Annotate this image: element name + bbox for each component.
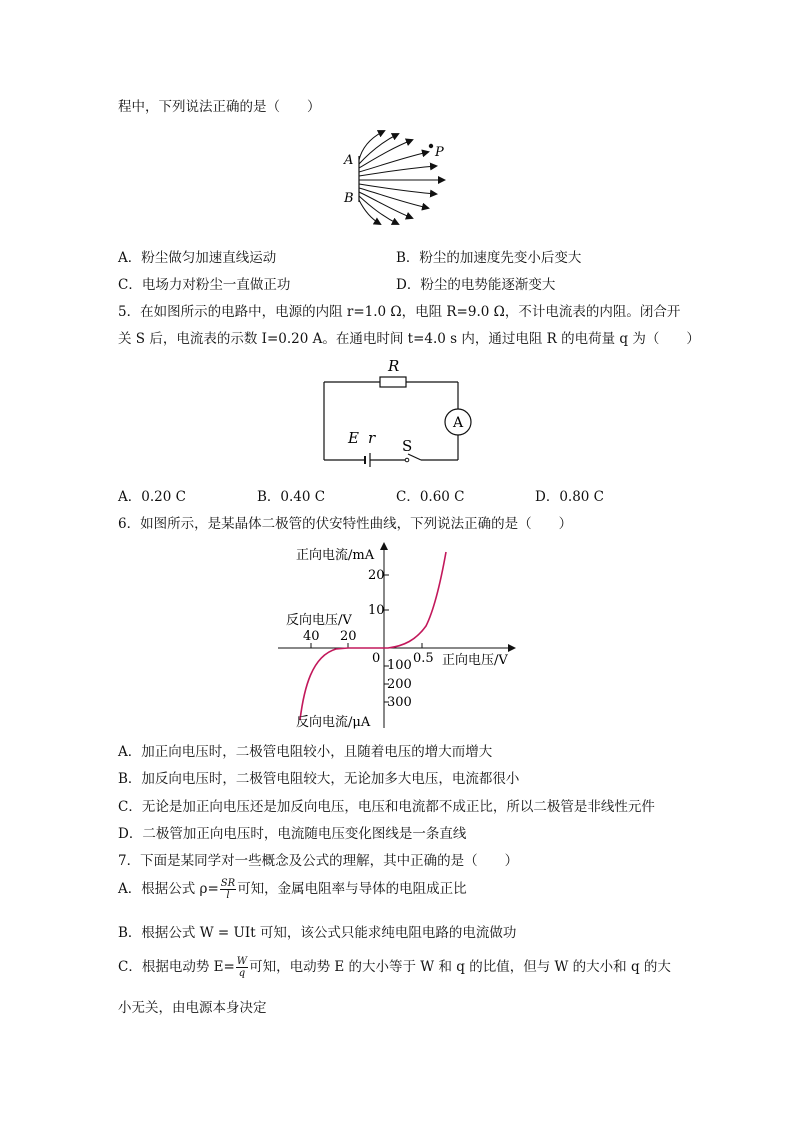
q5-stem-line1: 5．在如图所示的电路中，电源的内阻 r=1.0 Ω，电阻 R=9.0 Ω，不计电流表的内阻。闭合开 bbox=[118, 304, 681, 320]
q5-stem-line2: 关 S 后，电流表的示数 I=0.20 A。在通电时间 t=4.0 s 内，通过电阻 R 的电荷量 q 为（ ） bbox=[118, 331, 700, 347]
q7-option-c-suffix: 可知，电动势 E 的大小等于 W 和 q 的比值，但与 W 的大小和 q 的大 bbox=[249, 959, 671, 975]
q7-option-a-fraction bbox=[220, 878, 236, 901]
q7-stem: 7．下面是某同学对一些概念及公式的理解，其中正确的是（ ） bbox=[118, 853, 519, 869]
label-internal-r: r bbox=[368, 429, 376, 447]
tick-label-minus-100: 100 bbox=[387, 658, 412, 673]
q6-option-d: D．二极管加正向电压时，电流随电压变化图线是一条直线 bbox=[118, 826, 467, 842]
label-resistor-r: R bbox=[388, 357, 400, 375]
q4-option-a: A．粉尘做匀加速直线运动 bbox=[118, 250, 277, 266]
q5-option-c: C．0.60 C bbox=[396, 489, 465, 505]
origin-label: 0 bbox=[372, 651, 381, 666]
label-ammeter: A bbox=[453, 415, 464, 431]
tick-label-minus-300: 300 bbox=[387, 695, 412, 710]
q6-stem: 6．如图所示，是某晶体二极管的伏安特性曲线，下列说法正确的是（ ） bbox=[118, 516, 573, 532]
label-switch: S bbox=[402, 437, 413, 455]
q7-option-c bbox=[118, 955, 671, 979]
q7-option-c-denominator: q bbox=[238, 968, 246, 979]
q7-option-b: B．根据公式 W = UIt 可知，该公式只能求纯电阻电路的电流做功 bbox=[118, 925, 517, 941]
q7-option-c-prefix: C．根据电动势 E= bbox=[118, 959, 235, 975]
q5-circuit-diagram bbox=[318, 356, 478, 468]
q4-stem-tail: 程中，下列说法正确的是（ ） bbox=[118, 99, 321, 115]
q6-option-b: B．加反向电压时，二极管电阻较大，无论加多大电压，电流都很小 bbox=[118, 771, 520, 787]
axis-label-forward-current: 正向电流/mA bbox=[296, 548, 375, 563]
tick-label-40: 40 bbox=[303, 629, 320, 644]
q4-option-c: C．电场力对粉尘一直做正功 bbox=[118, 277, 291, 293]
label-emf: E bbox=[348, 429, 359, 447]
q5-option-d: D．0.80 C bbox=[535, 489, 605, 505]
label-b: B bbox=[344, 191, 354, 206]
q7-option-a-denominator: l bbox=[226, 890, 230, 901]
q5-option-b: B．0.40 C bbox=[257, 489, 326, 505]
tick-label-20: 20 bbox=[368, 568, 385, 583]
q7-option-a-prefix: A．根据公式 ρ= bbox=[118, 881, 219, 897]
q6-diode-iv-graph bbox=[276, 538, 526, 734]
q6-option-c: C．无论是加正向电压还是加反向电压，电压和电流都不成正比，所以二极管是非线性元件 bbox=[118, 799, 655, 815]
tick-label-0.5: 0.5 bbox=[413, 651, 434, 666]
q4-electric-field-figure bbox=[340, 126, 455, 228]
axis-label-reverse-voltage: 反向电压/V bbox=[286, 613, 352, 628]
tick-label-10: 10 bbox=[368, 603, 385, 618]
label-p: P bbox=[435, 145, 444, 160]
q7-option-c-fraction bbox=[236, 956, 248, 979]
q4-option-d: D．粉尘的电势能逐渐变大 bbox=[396, 277, 556, 293]
tick-label-20-reverse: 20 bbox=[340, 629, 357, 644]
label-a: A bbox=[344, 153, 354, 168]
axis-label-forward-voltage: 正向电压/V bbox=[442, 653, 508, 668]
tick-label-minus-200: 200 bbox=[387, 677, 412, 692]
q7-option-c-line2: 小无关，由电源本身决定 bbox=[118, 1000, 267, 1016]
q7-option-a-suffix: 可知，金属电阻率与导体的电阻成正比 bbox=[237, 881, 467, 897]
q7-option-a bbox=[118, 877, 467, 901]
q7-option-a-numerator: SR bbox=[220, 878, 236, 889]
q7-option-c-numerator: W bbox=[236, 956, 248, 967]
q4-option-b: B．粉尘的加速度先变小后变大 bbox=[396, 250, 582, 266]
q6-option-a: A．加正向电压时，二极管电阻较小，且随着电压的增大而增大 bbox=[118, 744, 493, 760]
q5-option-a: A．0.20 C bbox=[118, 489, 186, 505]
axis-label-reverse-current: 反向电流/μA bbox=[296, 715, 371, 730]
